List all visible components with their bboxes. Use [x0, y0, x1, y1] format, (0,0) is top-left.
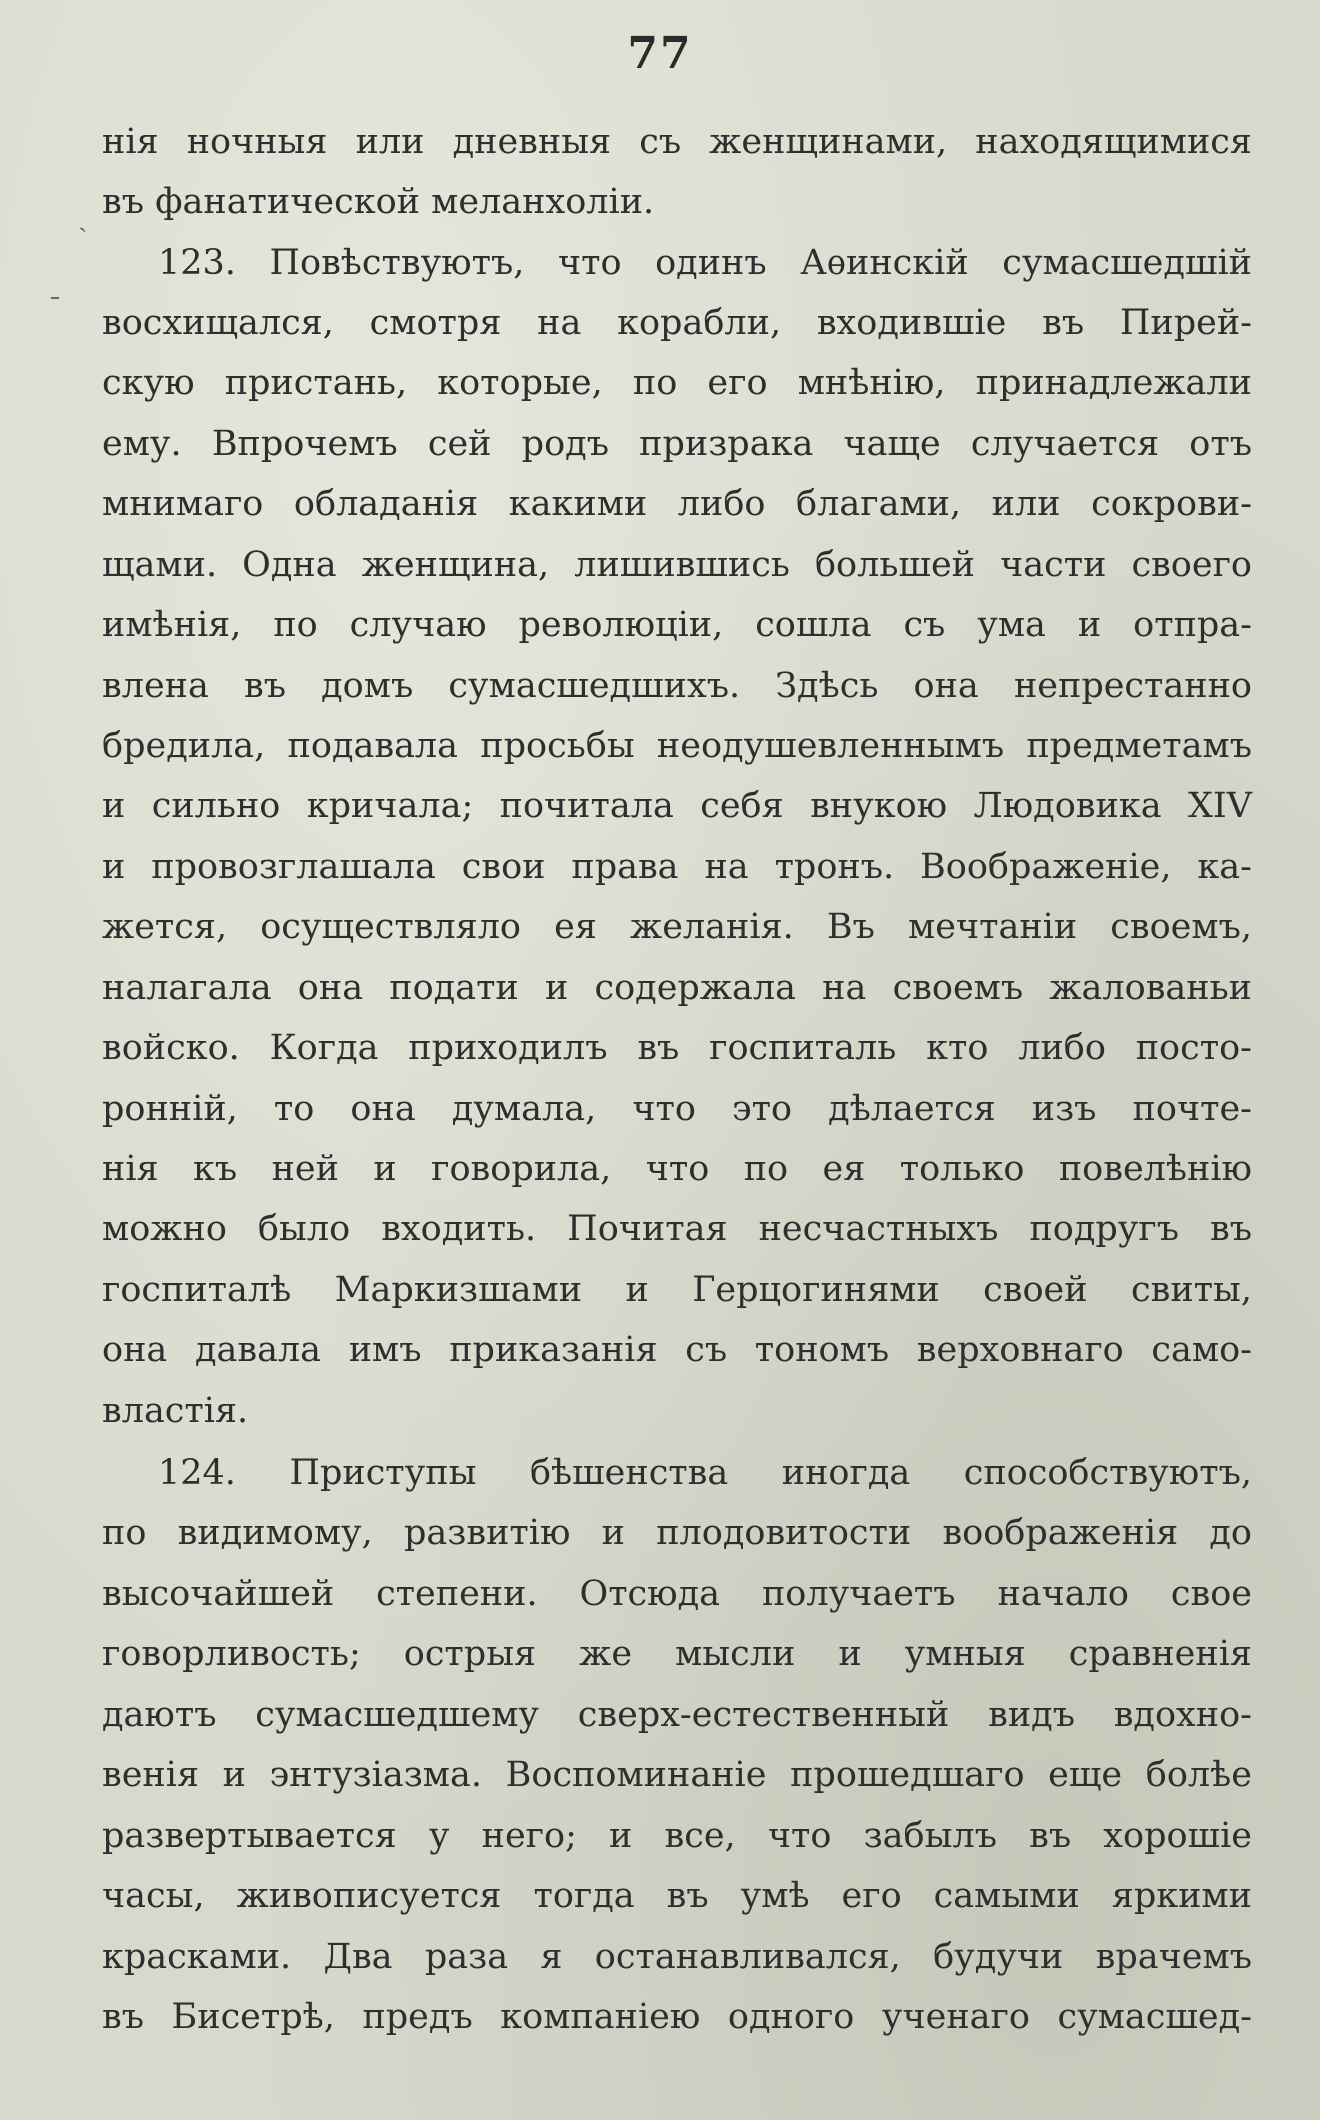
text-line: въ фанатической меланхоліи.	[102, 182, 655, 222]
text-line: властія.	[102, 1391, 249, 1431]
text-line: жется, осуществляло ея желанія. Въ мечтаніи своемъ,	[102, 907, 1252, 947]
text-line: говорливость; острыя же мысли и умныя сравненія	[102, 1634, 1252, 1674]
text-line: ронній, то она думала, что это дѣлается изъ почте-	[102, 1089, 1252, 1129]
paragraph-123-start: 123. Повѣствуютъ, что одинъ Аѳинскій сумасшедшій	[158, 243, 1252, 283]
text-line: бредила, подавала просьбы неодушевленнымъ предметамъ	[102, 726, 1252, 766]
text-line: нія къ ней и говорила, что по ея только повелѣнію	[102, 1149, 1252, 1189]
text-line: налагала она подати и содержала на своемъ жалованьи	[102, 968, 1252, 1008]
page-number: 77	[627, 28, 693, 79]
text-line: развертывается у него; и все, что забылъ въ хорошіе	[102, 1816, 1252, 1856]
text-line: ему. Впрочемъ сей родъ призрака чаще случается отъ	[102, 424, 1252, 464]
text-line: госпиталѣ Маркизшами и Герцогинями своей свиты,	[102, 1270, 1252, 1310]
text-line: и провозглашала свои права на тронъ. Воображеніе, ка-	[102, 847, 1252, 887]
text-line: можно было входить. Почитая несчастныхъ подругъ въ	[102, 1209, 1252, 1249]
text-line: и сильно кричала; почитала себя внукою Людовика XIV	[102, 786, 1252, 826]
text-line: восхищался, смотря на корабли, входившіе въ Пирей-	[102, 303, 1252, 343]
text-line: скую пристань, которые, по его мнѣнію, принадлежали	[102, 363, 1252, 403]
text-line: она давала имъ приказанія съ тономъ верховнаго само-	[102, 1330, 1252, 1370]
text-line: по видимому, развитію и плодовитости воображенія до	[102, 1513, 1252, 1553]
text-line: въ Бисетрѣ, предъ компаніею одного ученаго сумасшед-	[102, 1997, 1252, 2037]
text-line: венія и энтузіазма. Воспоминаніе прошедшаго еще болѣе	[102, 1755, 1252, 1795]
margin-mark: ˎ	[78, 200, 88, 233]
text-line: высочайшей степени. Отсюда получаетъ начало свое	[102, 1574, 1252, 1614]
text-line: часы, живописуется тогда въ умѣ его самыми яркими	[102, 1876, 1252, 1916]
text-line: красками. Два раза я останавливался, будучи врачемъ	[102, 1937, 1252, 1977]
text-line: даютъ сумасшедшему сверх-естественный видъ вдохно-	[102, 1695, 1252, 1735]
text-line: мнимаго обладанія какими либо благами, или сокрови-	[102, 484, 1252, 524]
text-line: войско. Когда приходилъ въ госпиталь кто либо посто-	[102, 1028, 1252, 1068]
paragraph-124-start: 124. Приступы бѣшенства иногда способствуютъ,	[158, 1453, 1252, 1493]
text-line: щами. Одна женщина, лишившись большей части своего	[102, 545, 1252, 585]
margin-mark: ˉ	[48, 292, 62, 325]
text-line: имѣнія, по случаю революціи, сошла съ ума и отпра-	[102, 605, 1252, 645]
text-line: нія ночныя или дневныя съ женщинами, находящимися	[102, 122, 1252, 162]
text-line: влена въ домъ сумасшедшихъ. Здѣсь она непрестанно	[102, 666, 1252, 706]
